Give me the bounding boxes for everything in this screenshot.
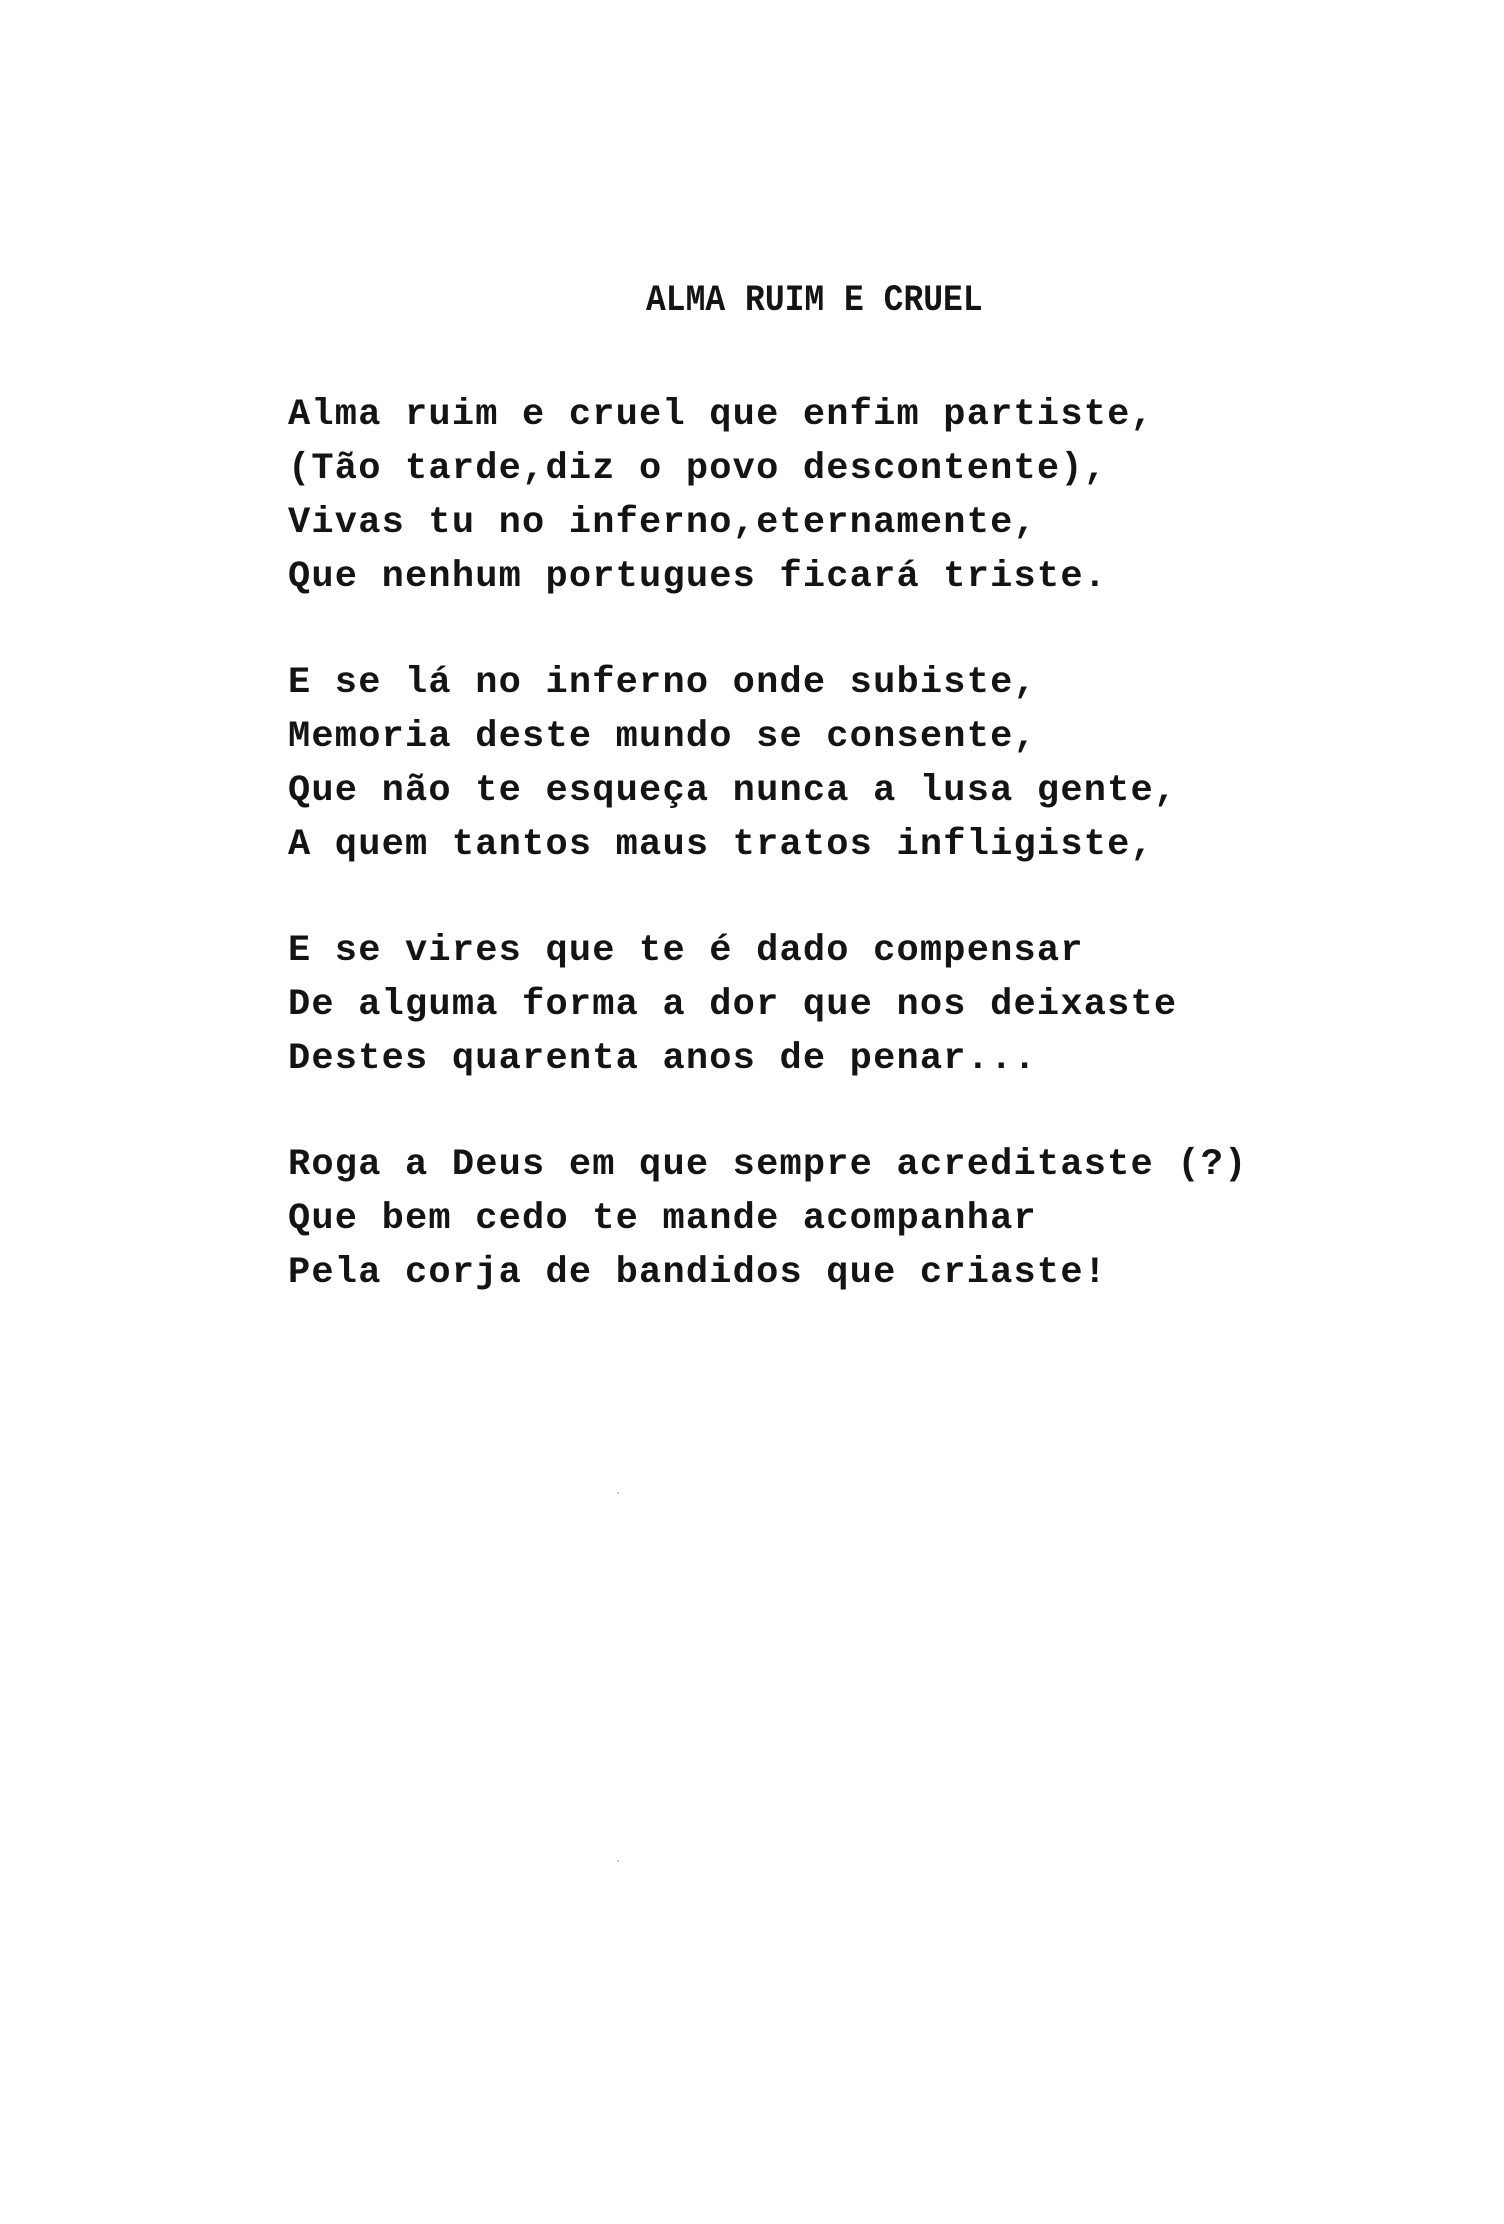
stanza-4 [288,1138,1248,1300]
poem-line: De alguma forma a dor que nos deixaste [288,984,1178,1026]
poem-line: Que nenhum portugues ficará triste. [288,556,1108,598]
poem-line: A quem tantos maus tratos infligiste, [288,824,1154,866]
poem-line: Alma ruim e cruel que enfim partiste, [288,394,1154,436]
paper-speck [617,1860,619,1862]
poem-line: Vivas tu no inferno,eternamente, [288,502,1037,544]
poem-body [288,388,1248,1352]
poem-line: Memoria deste mundo se consente, [288,716,1037,758]
poem-line: Destes quarenta anos de penar... [288,1038,1037,1080]
poem-line: E se lá no inferno onde subiste, [288,662,1037,704]
poem-line: Que não te esqueça nunca a lusa gente, [288,770,1178,812]
stanza-1 [288,388,1248,604]
poem-line: Roga a Deus em que sempre acreditaste (?) [288,1144,1248,1186]
poem-line: Que bem cedo te mande acompanhar [288,1198,1037,1240]
poem-title: ALMA RUIM E CRUEL [646,280,983,322]
stanza-2 [288,656,1248,872]
stanza-3 [288,924,1248,1086]
paper-speck [617,1492,619,1494]
poem-line: (Tão tarde,diz o povo descontente), [288,448,1108,490]
poem-line: Pela corja de bandidos que criaste! [288,1252,1108,1294]
poem-line: E se vires que te é dado compensar [288,930,1084,972]
